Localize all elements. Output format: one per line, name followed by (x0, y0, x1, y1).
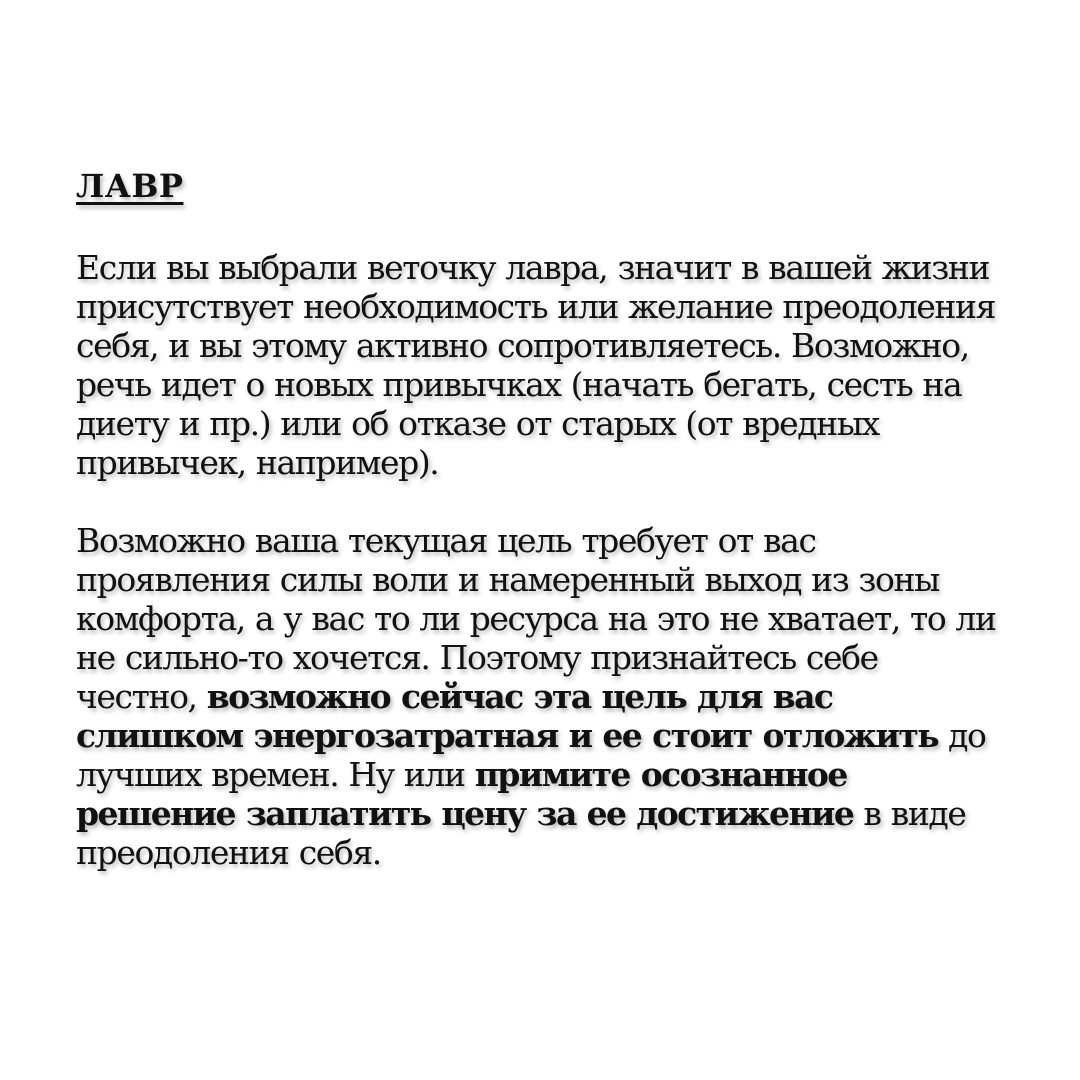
paragraph-2-text: до лучших времен. Ну или (76, 716, 986, 794)
paragraph-2-text: в виде преодоления себя. (76, 794, 966, 872)
paragraph-2-bold-text: примите осознанное решение заплатить цену за ее достижение (76, 755, 854, 833)
paragraph-1-text: Если вы выбрали веточку лавра, значит в вашей жизни присутствует необходимость или желание преодоления себя, и вы этому активно сопротивляетесь. Возможно, речь идет о новых привычках (начать бегать, сесть на диету и пр.) или об отказе от старых (от вредных привычек, например). (76, 248, 996, 482)
paragraph-1 (76, 248, 1006, 482)
paragraph-2-text: Возможно ваша текущая цель требует от вас проявления силы воли и намеренный выход из зоны комфорта, а у вас то ли ресурса на это не хватает, то ли не сильно-то хочется. Поэтому признайтесь себе честно, (76, 521, 996, 716)
paragraph-2-bold-text: возможно сейчас эта цель для вас слишком энергозатратная и ее стоит отложить (76, 677, 939, 755)
page-title: ЛАВР (76, 167, 184, 205)
paragraph-2 (76, 521, 1006, 872)
